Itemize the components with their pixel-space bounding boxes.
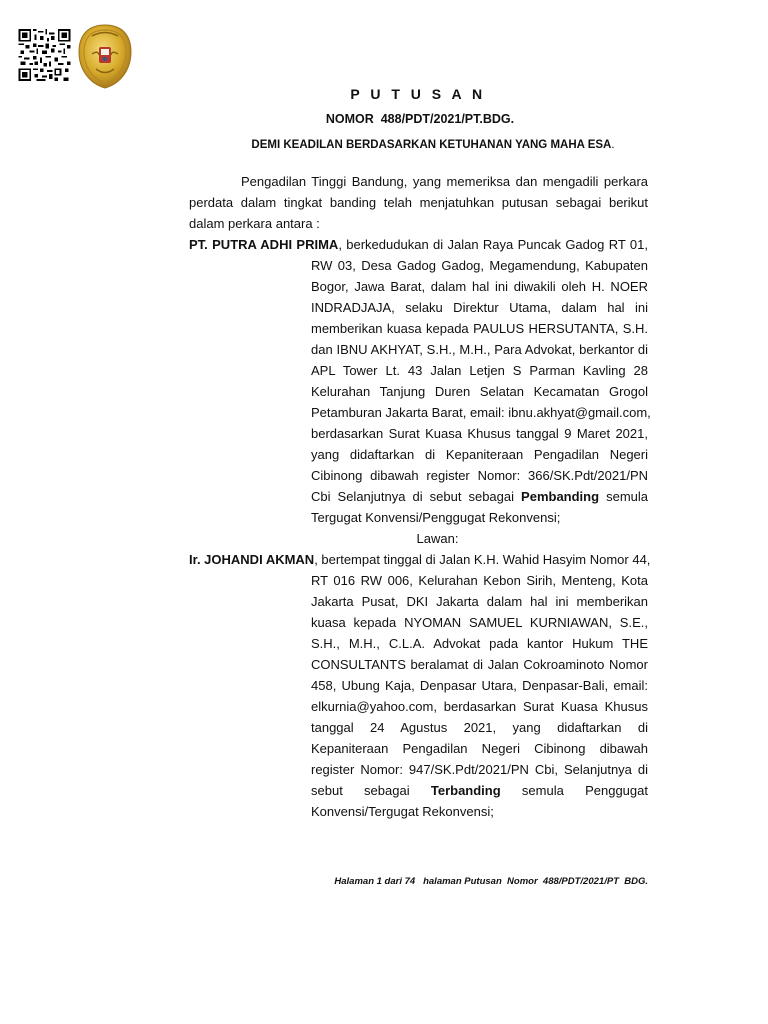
intro-line: dalam perkara antara : bbox=[189, 216, 320, 231]
appellant-first-line bbox=[189, 234, 648, 255]
appellant-line: RW 03, Desa Gadog Gadog, Megamendung, Kabupaten bbox=[311, 258, 648, 273]
respondent-role-line bbox=[311, 780, 648, 801]
invocation-line bbox=[0, 139, 768, 151]
document-title: P U T U S A N bbox=[350, 86, 486, 102]
appellant-line: INDRADJAJA, selaku Direktur Utama, dalam hal ini bbox=[311, 300, 648, 315]
appellant-address-start: , berkedudukan di Jalan Raya Puncak Gadog RT 01, bbox=[338, 237, 648, 252]
qr-code-icon bbox=[16, 29, 73, 81]
respondent-name: Ir. JOHANDI AKMAN bbox=[189, 552, 315, 567]
respondent-line: Konvensi/Tergugat Rekonvensi; bbox=[311, 804, 494, 819]
page-footer: Halaman 1 dari 74 halaman Putusan Nomor 488/PDT/2021/PT BDG. bbox=[334, 876, 648, 887]
respondent-line: S.H., M.H., C.L.A. Advokat pada kantor Hukum THE bbox=[311, 636, 648, 651]
respondent-line: kuasa kepada NYOMAN SAMUEL KURNIAWAN, S.E., bbox=[311, 615, 648, 630]
respondent-line: Jakarta Pusat, DKI Jakarta dalam hal ini memberikan bbox=[311, 594, 648, 609]
respondent-role-prefix: sebut sebagai bbox=[311, 783, 431, 798]
respondent-line: Kepaniteraan Pengadilan Negeri Cibinong dibawah bbox=[311, 741, 648, 756]
appellant-line: memberikan kuasa kepada PAULUS HERSUTANTA, S.H. bbox=[311, 321, 648, 336]
mahkamah-agung-seal-icon bbox=[78, 24, 132, 89]
respondent-line: tanggal 24 Agustus 2021, yang didaftarkan di bbox=[311, 720, 648, 735]
respondent-first-line bbox=[189, 549, 651, 570]
respondent-line: RT 016 RW 006, Kelurahan Kebon Sirih, Menteng, Kota bbox=[311, 573, 648, 588]
appellant-role: Pembanding bbox=[521, 489, 600, 504]
case-number: NOMOR 488/PDT/2021/PT.BDG. bbox=[325, 112, 515, 126]
respondent-line: register Nomor: 947/SK.Pdt/2021/PN Cbi, Selanjutnya di bbox=[311, 762, 648, 777]
respondent-address-start: , bertempat tinggal di Jalan K.H. Wahid Hasyim Nomor 44, bbox=[314, 552, 651, 567]
appellant-line: Bogor, Jawa Barat, dalam hal ini diwakili oleh H. NOER bbox=[311, 279, 648, 294]
appellant-line: berdasarkan Surat Kuasa Khusus tanggal 9 Maret 2021, bbox=[311, 426, 648, 441]
respondent-role-suffix: semula Penggugat bbox=[500, 783, 648, 798]
intro-line: perdata dalam tingkat banding telah menjatuhkan putusan sebagai berikut bbox=[189, 195, 648, 210]
appellant-line: dan IBNU AKHYAT, S.H., M.H., Para Advokat, berkantor di bbox=[311, 342, 648, 357]
invocation-text: DEMI KEADILAN BERDASARKAN KETUHANAN YANG MAHA ESA bbox=[251, 139, 612, 151]
appellant-line: Kelurahan Tanjung Duren Selatan Kecamatan Grogol bbox=[311, 384, 648, 399]
lawan-label: Lawan: bbox=[416, 531, 459, 546]
respondent-role: Terbanding bbox=[430, 783, 501, 798]
respondent-line: CONSULTANTS beralamat di Jalan Cokroaminoto Nomor bbox=[311, 657, 648, 672]
appellant-name: PT. PUTRA ADHI PRIMA bbox=[189, 237, 339, 252]
appellant-line: Petamburan Jakarta Barat, email: ibnu.akhyat@gmail.com, bbox=[311, 405, 651, 420]
appellant-line: Tergugat Konvensi/Penggugat Rekonvensi; bbox=[311, 510, 561, 525]
appellant-line: yang didaftarkan di Kepaniteraan Pengadilan Negeri bbox=[311, 447, 648, 462]
respondent-line: 458, Ubung Kaja, Denpasar Utara, Denpasar-Bali, email: bbox=[311, 678, 648, 693]
invocation-period: . bbox=[611, 139, 615, 151]
respondent-line: elkurnia@yahoo.com, berdasarkan Surat Kuasa Khusus bbox=[311, 699, 648, 714]
appellant-role-line bbox=[311, 486, 648, 507]
appellant-role-prefix: Cbi Selanjutnya di sebut sebagai bbox=[311, 489, 522, 504]
appellant-line: APL Tower Lt. 43 Jalan Letjen S Parman Kavling 28 bbox=[311, 363, 648, 378]
intro-line: Pengadilan Tinggi Bandung, yang memeriksa dan mengadili perkara bbox=[241, 174, 648, 189]
appellant-role-suffix: semula bbox=[599, 489, 648, 504]
appellant-line: Cibinong dibawah register Nomor: 366/SK.Pdt/2021/PN bbox=[311, 468, 648, 483]
